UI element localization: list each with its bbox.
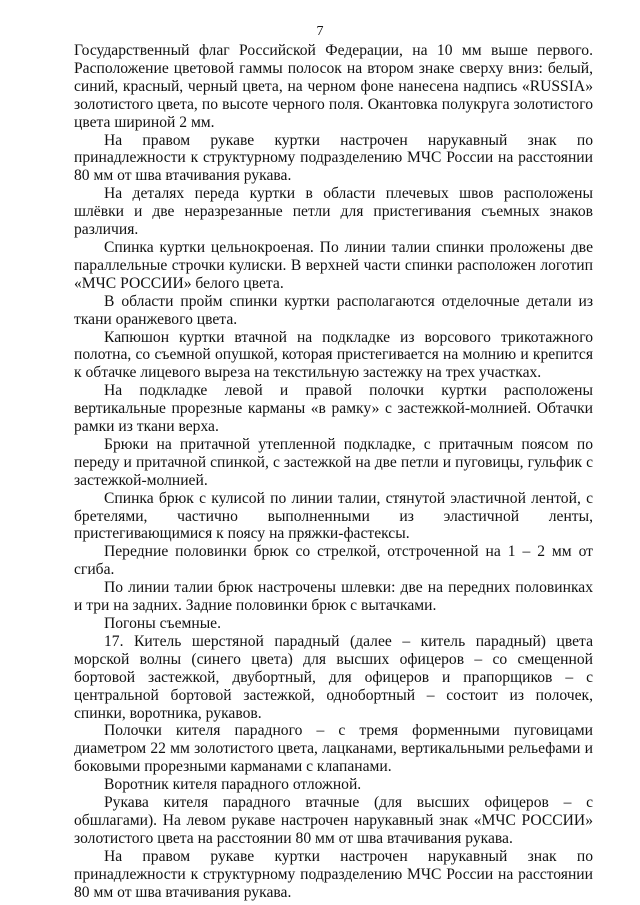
paragraph-front-shoulder-loops: На деталях переда куртки в области плечевых швов расположены шлёвки и две неразрезанные петли для пристегивания съемных знаков различия. [74, 185, 593, 239]
paragraph-lining-pockets: На подкладке левой и правой полочки куртки расположены вертикальные прорезные карманы «в рамку» с застежкой-молнией. Обтачки рамки из ткани верха. [74, 382, 593, 436]
paragraph-item-17-tunic: 17. Китель шерстяной парадный (далее – китель парадный) цвета морской волны (синего цвета) для высших офицеров – со смещенной бортовой застежкой, двубортный, для офицеров и прапорщиков – с центральной бортовой застежкой, однобортный – состоит из полочек, спинки, воротника, рукавов. [74, 632, 593, 722]
paragraph-tunic-collar: Воротник кителя парадного отложной. [104, 776, 362, 794]
page-number: 7 [316, 24, 324, 39]
paragraph-jacket-back: Спинка куртки цельнокроеная. По линии талии спинки проложены две параллельные строчки кулиски. В верхней части спинки расположен логотип «МЧС РОССИИ» белого цвета. [74, 238, 593, 292]
paragraph-trousers-front: Передние половинки брюк со стрелкой, отстроченной на 1 – 2 мм от сгиба. [74, 543, 593, 579]
body-text [74, 42, 593, 902]
paragraph-right-sleeve-jacket: На правом рукаве куртки настрочен нарукавный знак по принадлежности к структурному подразделению МЧС России на расстоянии 80 мм от шва втачивания рукава. [74, 131, 593, 185]
paragraph-belt-loops: По линии талии брюк настрочены шлевки: две на передних половинках и три на задних. Задние половинки брюк с вытачками. [74, 579, 593, 615]
paragraph-trousers-back: Спинка брюк с кулисой по линии талии, стянутой эластичной лентой, с бретелями, частично выполненными из эластичной ленты, пристегивающимися к поясу на пряжки-фастексы. [74, 489, 593, 543]
paragraph-armhole-details: В области пройм спинки куртки располагаются отделочные детали из ткани оранжевого цвета. [74, 292, 593, 328]
paragraph-shoulder-straps: Погоны съемные. [104, 615, 221, 632]
paragraph-tunic-sleeves: Рукава кителя парадного втачные (для высших офицеров – с обшлагами). На левом рукаве настрочен нарукавный знак «МЧС РОССИИ» золотистого цвета на расстоянии 80 мм от шва втачивания рукава. [74, 794, 593, 847]
paragraph-trousers: Брюки на притачной утепленной подкладке, с притачным поясом по переду и притачной спинкой, с застежкой на две петли и пуговицы, гульфик с застежкой-молнией. [74, 435, 593, 489]
paragraph-tunic-fronts: Полочки кителя парадного – с тремя форменными пуговицами диаметром 22 мм золотистого цвета, лацканами, вертикальными рельефами и боковыми прорезными карманами с клапанами. [74, 722, 593, 776]
paragraph-right-sleeve-tunic: На правом рукаве куртки настрочен нарукавный знак по принадлежности к структурному подразделению МЧС России на расстоянии 80 мм от шва втачивания рукава. [74, 847, 593, 901]
paragraph-flag-continuation: Государственный флаг Российской Федерации, на 10 мм выше первого. Расположение цветовой гаммы полосок на втором знаке сверху вниз: белый, синий, красный, черный цвета, на черном фоне нанесена надпись «RUSSIA» золотистого цвета, по высоте черного поля. Окантовка полукруга золотистого цвета шириной 2 мм. [74, 42, 593, 131]
paragraph-hood: Капюшон куртки втачной на подкладке из ворсового трикотажного полотна, со съемной опушкой, которая пристегивается на молнию и крепится к обтачке лицевого выреза на текстильную застежку на трех участках. [74, 328, 593, 382]
